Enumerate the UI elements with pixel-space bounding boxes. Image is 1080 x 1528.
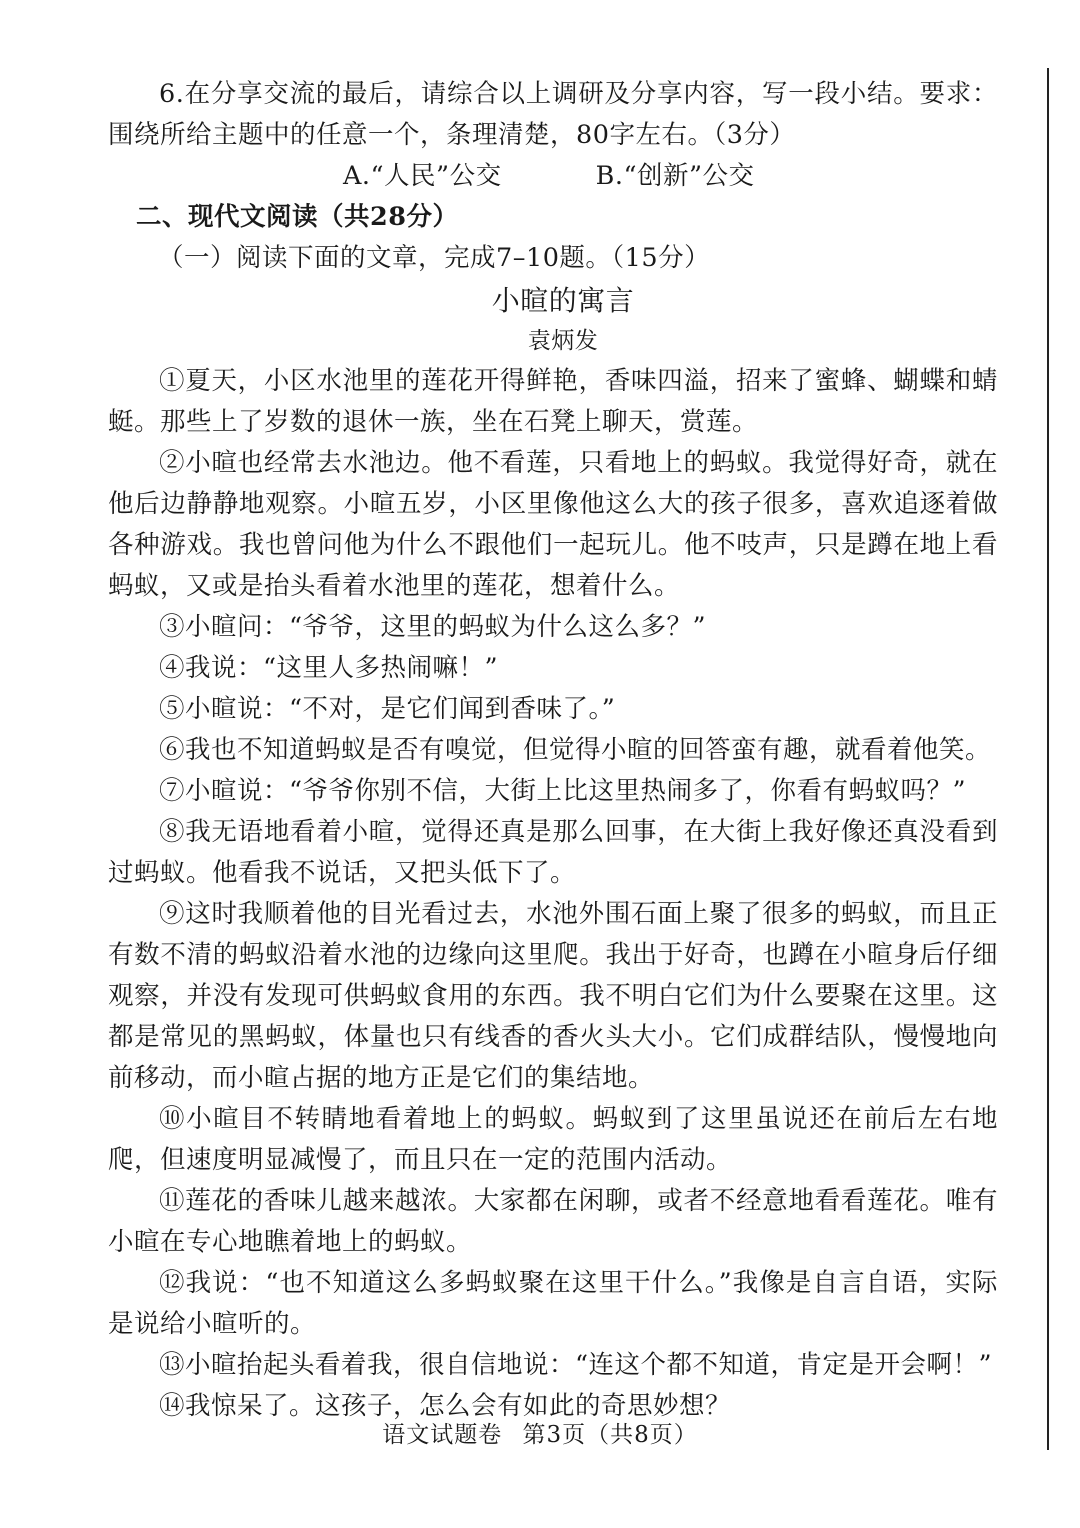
paragraph-10: ⑩小暄目不转睛地看着地上的蚂蚁。蚂蚁到了这里虽说还在前后左右地爬，但速度明显减慢了，而且只在一定的范围内活动。 [108, 1104, 998, 1175]
paragraph-4: ④我说：“这里人多热闹嘛！” [159, 653, 499, 683]
paragraph-9: ⑨这时我顺着他的目光看过去，水池外围石面上聚了很多的蚂蚁，而且正有数不清的蚂蚁沿着水池的边缘向这里爬。我出于好奇，也蹲在小暄身后仔细观察，并没有发现可供蚂蚁食用的东西。我不明白它们为什么要聚在这里。这都是常见的黑蚂蚁，体量也只有线香的香火头大小。它们成群结队，慢慢地向前移动，而小暄占据的地方正是它们的集结地。 [108, 899, 998, 1093]
paragraph-8: ⑧我无语地看着小暄，觉得还真是那么回事，在大街上我好像还真没看到过蚂蚁。他看我不说话，又把头低下了。 [108, 817, 998, 888]
margin-rule [1047, 68, 1049, 1450]
page-content [108, 74, 998, 1427]
question-6-text: 6.在分享交流的最后，请综合以上调研及分享内容，写一段小结。要求：围绕所给主题中的任意一个，条理清楚，80字左右。（3分） [108, 79, 998, 150]
paragraph-7: ⑦小暄说：“爷爷你别不信，大街上比这里热闹多了，你看有蚂蚁吗？” [159, 776, 967, 806]
footer-page-info: 第3页（共8页） [522, 1422, 698, 1448]
paragraph-3: ③小暄问：“爷爷，这里的蚂蚁为什么这么多？” [159, 612, 707, 642]
page-footer [0, 1416, 1080, 1449]
footer-exam-name: 语文试题卷 [382, 1422, 503, 1448]
paragraph-6: ⑥我也不知道蚂蚁是否有嗅觉，但觉得小暄的回答蛮有趣，就看着他笑。 [159, 735, 992, 765]
article-title: 小暄的寓言 [491, 284, 635, 317]
article-author: 袁炳发 [527, 328, 599, 354]
section-heading: 二、现代文阅读（共28分） [136, 202, 459, 232]
option-b: B.“创新”公交 [595, 161, 755, 191]
question-6-options [108, 156, 998, 197]
subsection-heading: （一）阅读下面的文章，完成7–10题。（15分） [158, 243, 711, 273]
paragraph-11: ⑪莲花的香味儿越来越浓。大家都在闲聊，或者不经意地看看莲花。唯有小暄在专心地瞧着地上的蚂蚁。 [108, 1186, 998, 1257]
paragraph-13: ⑬小暄抬起头看着我，很自信地说：“连这个都不知道，肯定是开会啊！” [159, 1350, 993, 1380]
paragraph-14: ⑭我惊呆了。这孩子，怎么会有如此的奇思妙想？ [159, 1391, 732, 1421]
paragraph-2: ②小暄也经常去水池边。他不看莲，只看地上的蚂蚁。我觉得好奇，就在他后边静静地观察。小暄五岁，小区里像他这么大的孩子很多，喜欢追逐着做各种游戏。我也曾问他为什么不跟他们一起玩儿。他不吱声，只是蹲在地上看蚂蚁，又或是抬头看着水池里的莲花，想着什么。 [108, 448, 998, 601]
paragraph-1: ①夏天，小区水池里的莲花开得鲜艳，香味四溢，招来了蜜蜂、蝴蝶和蜻蜓。那些上了岁数的退休一族，坐在石凳上聊天，赏莲。 [108, 366, 998, 437]
paragraph-12: ⑫我说：“也不知道这么多蚂蚁聚在这里干什么。”我像是自言自语，实际是说给小暄听的。 [108, 1268, 998, 1339]
option-a: A.“人民”公交 [343, 161, 502, 191]
paragraph-5: ⑤小暄说：“不对，是它们闻到香味了。” [159, 694, 616, 724]
